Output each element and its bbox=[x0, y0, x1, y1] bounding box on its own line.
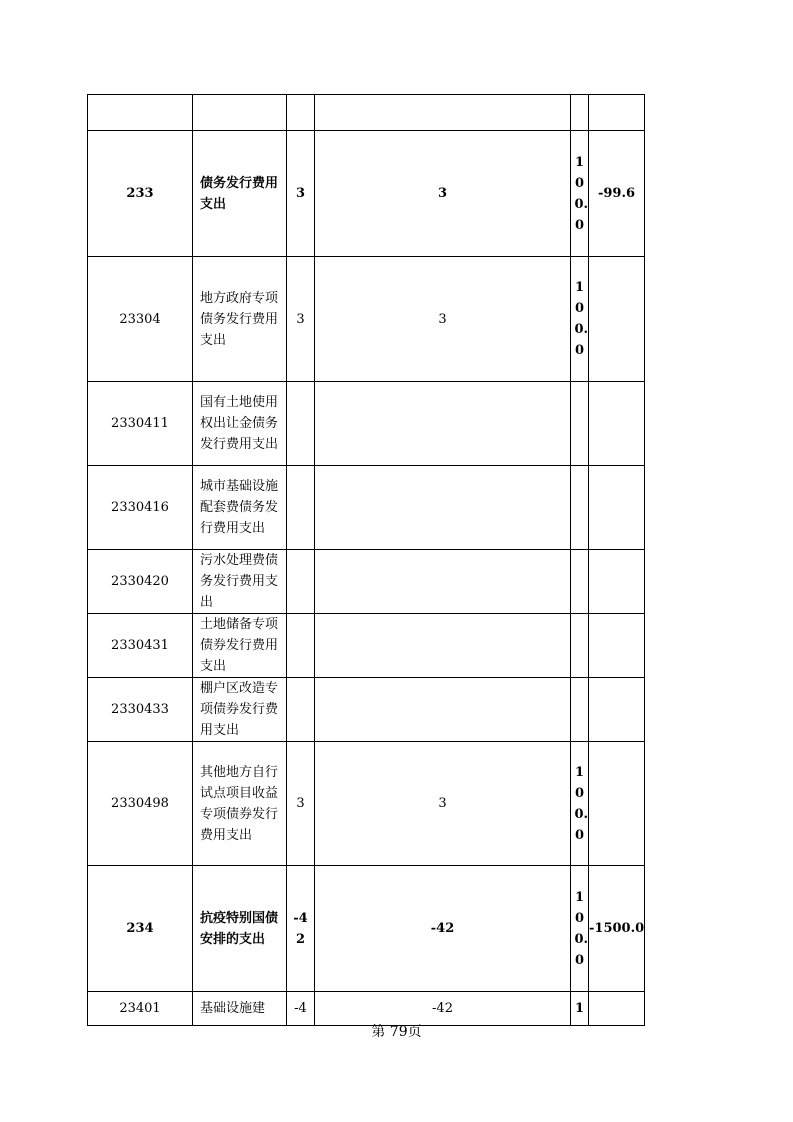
percent-cell bbox=[571, 95, 589, 131]
percent-cell: 100.0 bbox=[571, 742, 589, 866]
amount-cell bbox=[287, 614, 315, 678]
item-code-cell: 2330433 bbox=[88, 678, 193, 742]
item-name-cell: 污水处理费债务发行费用支出 bbox=[193, 550, 287, 614]
amount-cell bbox=[287, 466, 315, 550]
item-name-cell: 棚户区改造专项债券发行费用支出 bbox=[193, 678, 287, 742]
item-name-cell: 债务发行费用支出 bbox=[193, 131, 287, 257]
table-row bbox=[88, 382, 645, 466]
percent-cell: 100.0 bbox=[571, 866, 589, 992]
change-cell: -99.6 bbox=[589, 131, 645, 257]
change-cell bbox=[589, 466, 645, 550]
table-row bbox=[88, 614, 645, 678]
amount-cell bbox=[315, 466, 571, 550]
item-name-cell: 抗疫特别国债安排的支出 bbox=[193, 866, 287, 992]
table-row bbox=[88, 866, 645, 992]
amount-cell bbox=[315, 614, 571, 678]
table-row bbox=[88, 257, 645, 382]
item-code-cell bbox=[88, 95, 193, 131]
table-row bbox=[88, 742, 645, 866]
amount-cell bbox=[315, 550, 571, 614]
item-name-cell bbox=[193, 95, 287, 131]
amount-cell: -42 bbox=[315, 992, 571, 1026]
amount-cell: -42 bbox=[315, 866, 571, 992]
item-code-cell: 2330431 bbox=[88, 614, 193, 678]
page-number: 第 79页 bbox=[371, 1024, 422, 1040]
percent-cell bbox=[571, 550, 589, 614]
table-row bbox=[88, 550, 645, 614]
change-cell bbox=[589, 678, 645, 742]
change-cell bbox=[589, 614, 645, 678]
item-name-cell: 国有土地使用权出让金债务发行费用支出 bbox=[193, 382, 287, 466]
item-code-cell: 234 bbox=[88, 866, 193, 992]
percent-cell bbox=[571, 382, 589, 466]
amount-cell bbox=[287, 678, 315, 742]
item-code-cell: 23304 bbox=[88, 257, 193, 382]
item-name-cell: 地方政府专项债务发行费用支出 bbox=[193, 257, 287, 382]
amount-cell: 3 bbox=[287, 131, 315, 257]
item-name-cell: 其他地方自行试点项目收益专项债券发行费用支出 bbox=[193, 742, 287, 866]
amount-cell bbox=[315, 382, 571, 466]
item-code-cell: 2330420 bbox=[88, 550, 193, 614]
amount-cell bbox=[287, 550, 315, 614]
change-cell bbox=[589, 382, 645, 466]
item-code-cell: 2330411 bbox=[88, 382, 193, 466]
item-code-cell: 2330498 bbox=[88, 742, 193, 866]
table-row bbox=[88, 131, 645, 257]
budget-table bbox=[87, 94, 645, 1026]
change-cell bbox=[589, 257, 645, 382]
amount-cell bbox=[287, 95, 315, 131]
change-cell bbox=[589, 992, 645, 1026]
change-cell: -1500.0 bbox=[589, 866, 645, 992]
item-name-cell: 城市基础设施配套费债务发行费用支出 bbox=[193, 466, 287, 550]
amount-cell: 3 bbox=[287, 742, 315, 866]
percent-cell bbox=[571, 614, 589, 678]
amount-cell bbox=[315, 678, 571, 742]
amount-cell: -4 bbox=[287, 992, 315, 1026]
amount-cell bbox=[315, 95, 571, 131]
percent-cell: 100.0 bbox=[571, 131, 589, 257]
amount-cell bbox=[287, 382, 315, 466]
amount-cell: 3 bbox=[315, 131, 571, 257]
item-name-cell: 土地储备专项债券发行费用支出 bbox=[193, 614, 287, 678]
item-name-cell: 基础设施建 bbox=[193, 992, 287, 1026]
percent-cell: 1 bbox=[571, 992, 589, 1026]
table-row bbox=[88, 992, 645, 1026]
percent-cell bbox=[571, 678, 589, 742]
amount-cell: 3 bbox=[315, 257, 571, 382]
item-code-cell: 233 bbox=[88, 131, 193, 257]
percent-cell: 100.0 bbox=[571, 257, 589, 382]
item-code-cell: 2330416 bbox=[88, 466, 193, 550]
amount-cell: -42 bbox=[287, 866, 315, 992]
amount-cell: 3 bbox=[315, 742, 571, 866]
table-row bbox=[88, 95, 645, 131]
table-row bbox=[88, 466, 645, 550]
change-cell bbox=[589, 550, 645, 614]
item-code-cell: 23401 bbox=[88, 992, 193, 1026]
table-row bbox=[88, 678, 645, 742]
change-cell bbox=[589, 95, 645, 131]
amount-cell: 3 bbox=[287, 257, 315, 382]
percent-cell bbox=[571, 466, 589, 550]
change-cell bbox=[589, 742, 645, 866]
